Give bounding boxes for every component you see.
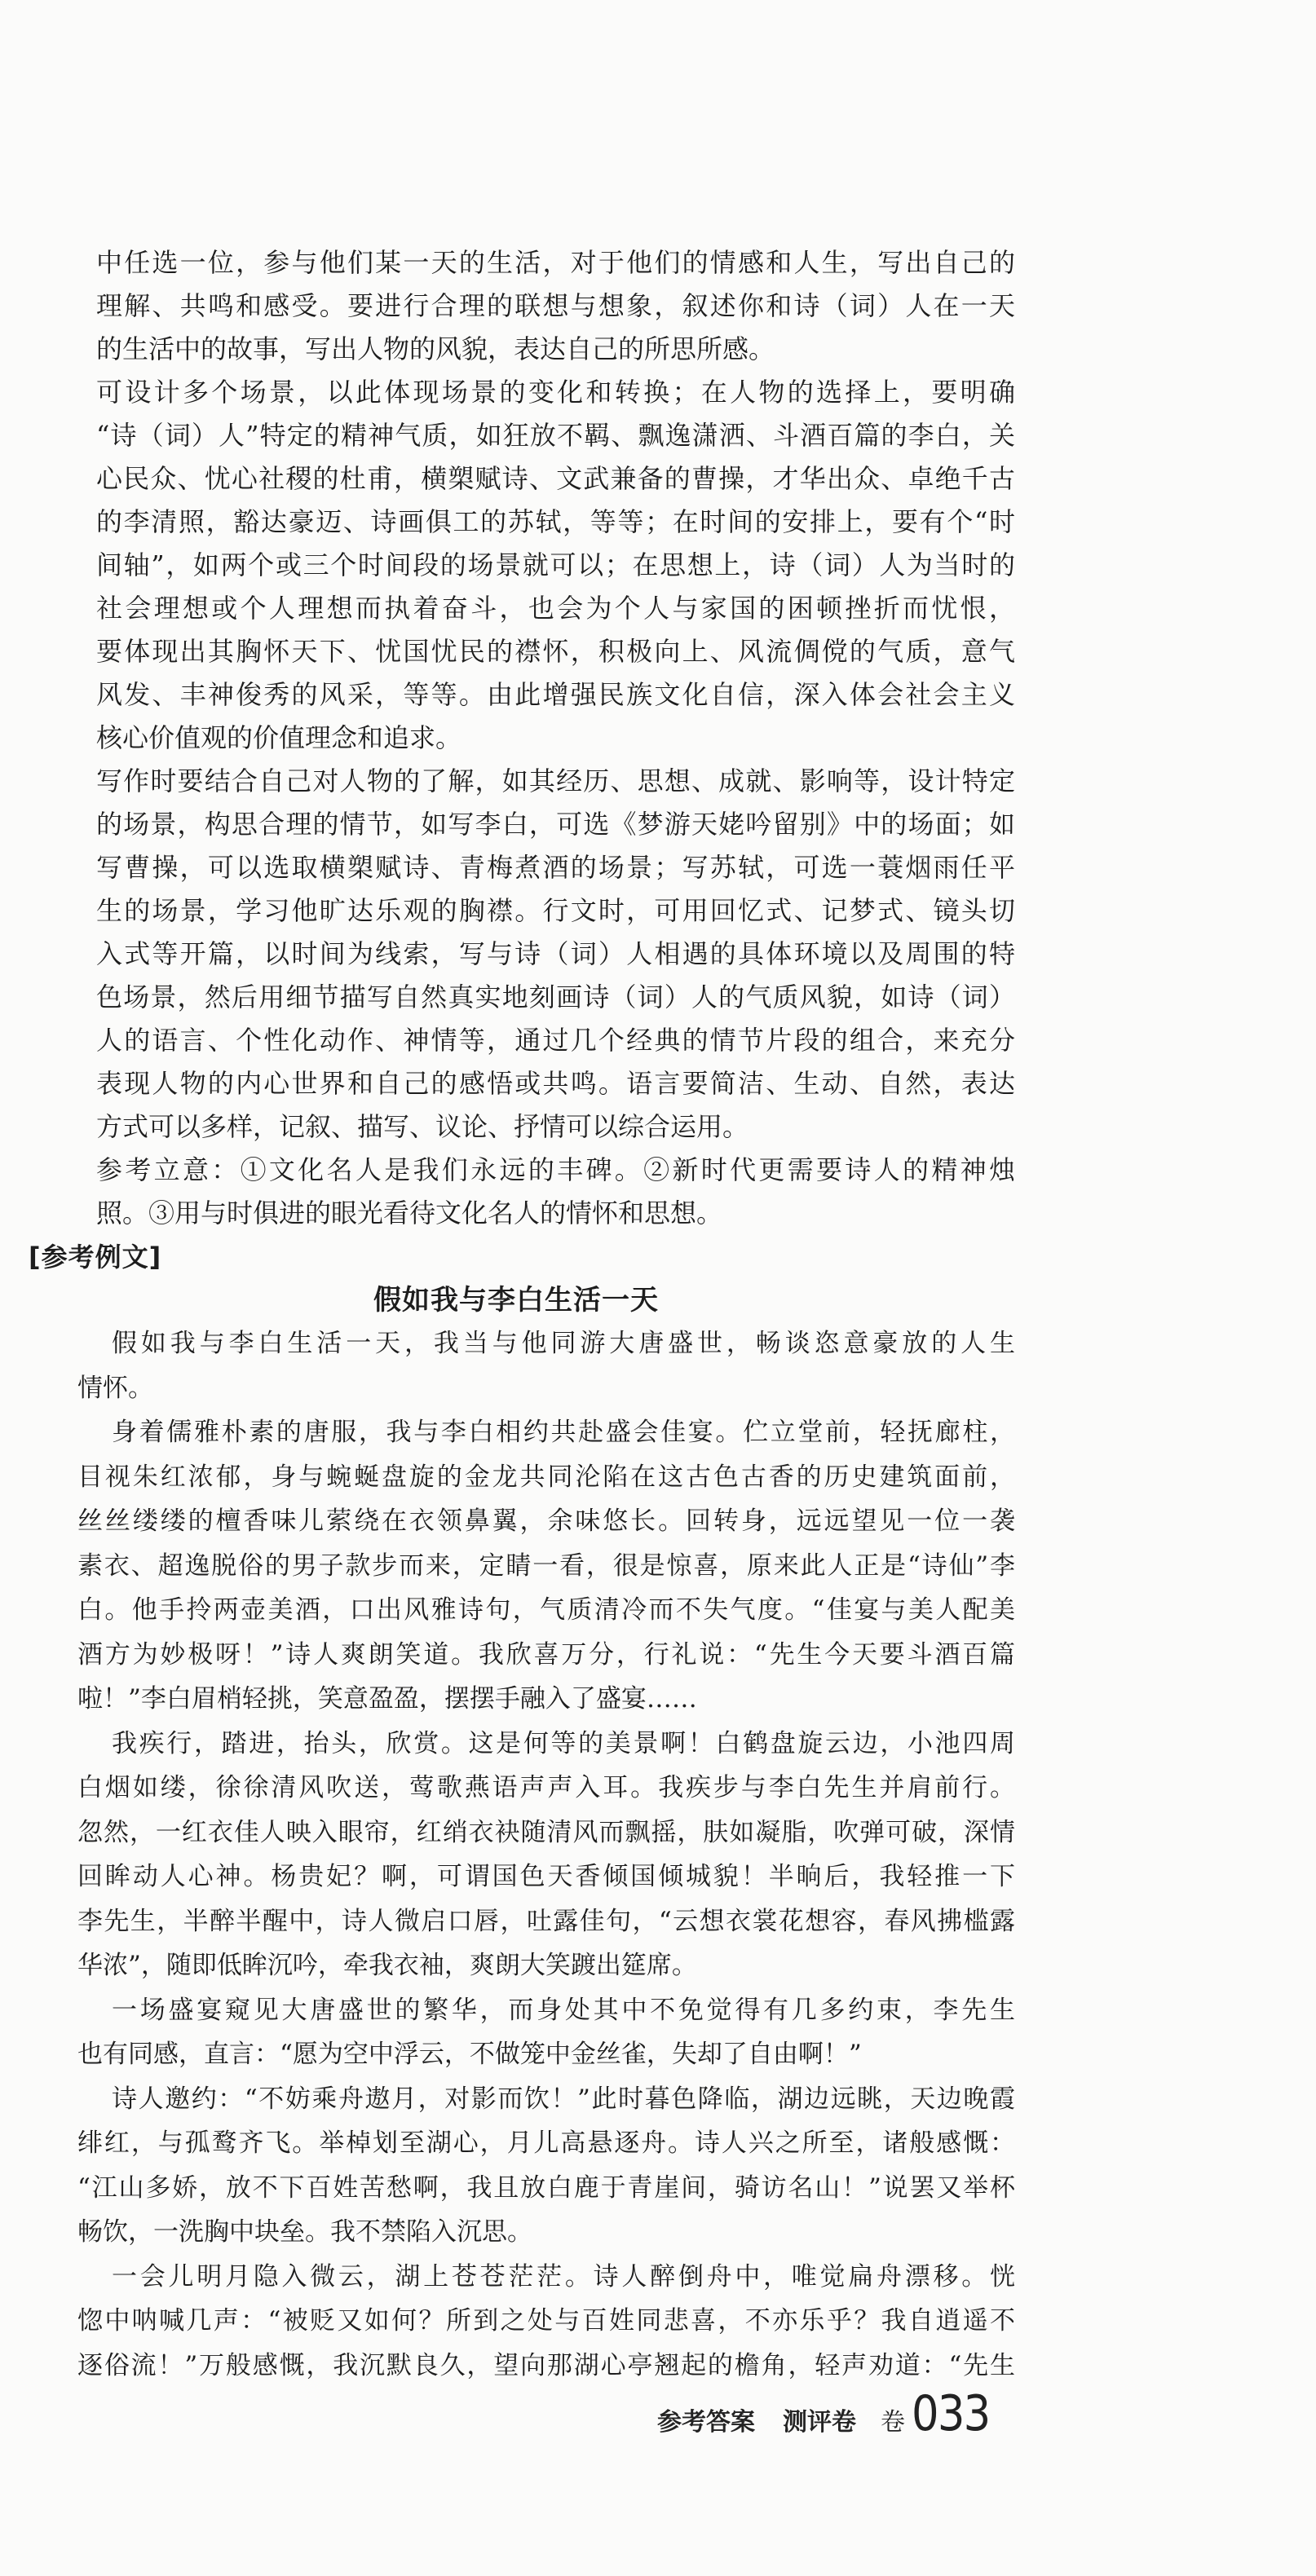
sample-essay	[77, 1321, 1015, 2388]
page-footer	[657, 2385, 1000, 2442]
section-heading: [参考例文]	[29, 1242, 162, 1273]
essay-line: 忽然，一红衣佳人映入眼帘，红绡衣袂随清风而飘摇，肤如凝脂，吹弹可破，深情	[77, 1817, 1015, 1847]
essay-line: 李先生，半醉半醒中，诗人微启口唇，吐露佳句，“云想衣裳花想容，春风拂槛露	[77, 1906, 1015, 1936]
essay-line: 白烟如缕，徐徐清风吹送，莺歌燕语声声入耳。我疾步与李白先生并肩前行。	[77, 1773, 1015, 1802]
footer-volume-label: 卷	[881, 2408, 905, 2437]
guidance-line: 色场景，然后用细节描写自然真实地刻画诗（词）人的气质风貌，如诗（词）	[96, 981, 1015, 1012]
essay-line: 回眸动人心神。杨贵妃？啊，可谓国色天香倾国倾城貌！半晌后，我轻推一下	[77, 1862, 1015, 1891]
guidance-line: 社会理想或个人理想而执着奋斗，也会为个人与家国的困顿挫折而忧恨，	[96, 593, 1015, 624]
guidance-line: 生的场景，学习他旷达乐观的胸襟。行文时，可用回忆式、记梦式、镜头切	[96, 895, 1015, 926]
essay-line: 逐俗流！”万般感慨，我沉默良久，望向那湖心亭翘起的檐角，轻声劝道：“先生	[77, 2350, 1015, 2380]
guidance-line: 要体现出其胸怀天下、忧国忧民的襟怀，积极向上、风流倜傥的气质，意气	[96, 636, 1015, 667]
essay-line: 一会儿明月隐入微云，湖上苍苍茫茫。诗人醉倒舟中，唯觉扁舟漂移。恍	[112, 2261, 1015, 2291]
guidance-line: 入式等开篇，以时间为线索，写与诗（词）人相遇的具体环境以及周围的特	[96, 938, 1015, 969]
guidance-line: 的场景，构思合理的情节，如写李白，可选《梦游天姥吟留别》中的场面；如	[96, 809, 1015, 840]
guidance-paragraph	[96, 371, 1015, 760]
writing-guidance	[96, 241, 1015, 1235]
essay-paragraph	[77, 2255, 1015, 2389]
essay-line: 华浓”，随即低眸沉吟，牵我衣袖，爽朗大笑踱出筵席。	[77, 1951, 697, 1980]
essay-line: 丝丝缕缕的檀香味儿萦绕在衣领鼻翼，余味悠长。回转身，远远望见一位一袭	[77, 1506, 1015, 1536]
guidance-line: 写曹操，可以选取横槊赋诗、青梅煮酒的场景；写苏轼，可选一蓑烟雨任平	[96, 852, 1015, 883]
guidance-line: 写作时要结合自己对人物的了解，如其经历、思想、成就、影响等，设计特定	[96, 765, 1015, 796]
essay-paragraph	[77, 1988, 1015, 2077]
essay-line: 啦！”李白眉梢轻挑，笑意盈盈，摆摆手融入了盛宴……	[77, 1684, 697, 1714]
essay-paragraph	[77, 1321, 1015, 1410]
guidance-paragraph	[96, 241, 1015, 371]
guidance-line: 方式可以多样，记叙、描写、议论、抒情可以综合运用。	[96, 1111, 749, 1142]
guidance-line: 心民众、忧心社稷的杜甫，横槊赋诗、文武兼备的曹操，才华出众、卓绝千古	[96, 463, 1015, 494]
essay-line: 也有同感，直言：“愿为空中浮云，不做笼中金丝雀，失却了自由啊！”	[77, 2040, 862, 2069]
footer-test-label: 测评卷	[783, 2408, 856, 2437]
guidance-paragraph	[96, 760, 1015, 1149]
guidance-line: 照。③用与时俱进的眼光看待文化名人的情怀和思想。	[96, 1198, 723, 1228]
essay-line: 我疾行，踏进，抬头，欣赏。这是何等的美景啊！白鹤盘旋云边，小池四周	[112, 1728, 1015, 1758]
essay-paragraph	[77, 2077, 1015, 2255]
guidance-line: 的生活中的故事，写出人物的风貌，表达自己的所思所感。	[96, 333, 775, 364]
essay-paragraph	[77, 1410, 1015, 1722]
guidance-line: 风发、丰神俊秀的风采，等等。由此增强民族文化自信，深入体会社会主义	[96, 679, 1015, 710]
essay-line: 素衣、超逸脱俗的男子款步而来，定睛一看，很是惊喜，原来此人正是“诗仙”李	[77, 1550, 1015, 1581]
guidance-line: 人的语言、个性化动作、神情等，通过几个经典的情节片段的组合，来充分	[96, 1025, 1015, 1056]
guidance-line: 理解、共鸣和感受。要进行合理的联想与想象，叙述你和诗（词）人在一天	[96, 290, 1015, 321]
guidance-paragraph	[96, 1149, 1015, 1235]
essay-line: 目视朱红浓郁，身与蜿蜒盘旋的金龙共同沦陷在这古色古香的历史建筑面前，	[77, 1462, 1015, 1492]
essay-line: 一场盛宴窥见大唐盛世的繁华，而身处其中不免觉得有几多约束，李先生	[112, 1995, 1015, 2025]
guidance-line: 核心价值观的价值理念和追求。	[96, 722, 462, 753]
essay-line: 畅饮，一洗胸中块垒。我不禁陷入沉思。	[77, 2217, 532, 2247]
guidance-line: 表现人物的内心世界和自己的感悟或共鸣。语言要简洁、生动、自然，表达	[96, 1068, 1015, 1099]
essay-line: 绯红，与孤鹜齐飞。举棹划至湖心，月儿高悬逐舟。诗人兴之所至，诸般感慨：	[77, 2128, 1015, 2158]
guidance-line: 中任选一位，参与他们某一天的生活，对于他们的情感和人生，写出自己的	[96, 247, 1015, 278]
essay-paragraph	[77, 1722, 1015, 1988]
essay-line: “江山多娇，放不下百姓苦愁啊，我且放白鹿于青崖间，骑访名山！”说罢又举杯	[77, 2172, 1015, 2203]
guidance-line: 参考立意：①文化名人是我们永远的丰碑。②新时代更需要诗人的精神烛	[96, 1154, 1015, 1185]
essay-line: 情怀。	[77, 1373, 153, 1403]
essay-line: 诗人邀约：“不妨乘舟遨月，对影而饮！”此时暮色降临，湖边远眺，天边晚霞	[112, 2084, 1015, 2114]
page-number: 033	[912, 2385, 990, 2442]
guidance-line: 可设计多个场景，以此体现场景的变化和转换；在人物的选择上，要明确	[96, 377, 1015, 408]
guidance-line: 间轴”，如两个或三个时间段的场景就可以；在思想上，诗（词）人为当时的	[96, 549, 1015, 580]
guidance-line: 的李清照，豁达豪迈、诗画俱工的苏轼，等等；在时间的安排上，要有个“时	[96, 506, 1015, 537]
footer-answers-label: 参考答案	[657, 2408, 755, 2437]
essay-line: 白。他手拎两壶美酒，口出风雅诗句，气质清冷而不失气度。“佳宴与美人配美	[77, 1595, 1015, 1625]
essay-line: 假如我与李白生活一天，我当与他同游大唐盛世，畅谈恣意豪放的人生	[112, 1329, 1015, 1358]
essay-line: 身着儒雅朴素的唐服，我与李白相约共赴盛会佳宴。伫立堂前，轻抚廊柱，	[112, 1418, 1015, 1447]
essay-title: 假如我与李白生活一天	[373, 1284, 659, 1317]
guidance-line: “诗（词）人”特定的精神气质，如狂放不羁、飘逸潇洒、斗酒百篇的李白，关	[96, 420, 1015, 451]
essay-line: 惚中呐喊几声：“被贬又如何？所到之处与百姓同悲喜，不亦乐乎？我自逍遥不	[77, 2306, 1015, 2336]
essay-line: 酒方为妙极呀！”诗人爽朗笑道。我欣喜万分，行礼说：“先生今天要斗酒百篇	[77, 1639, 1015, 1670]
